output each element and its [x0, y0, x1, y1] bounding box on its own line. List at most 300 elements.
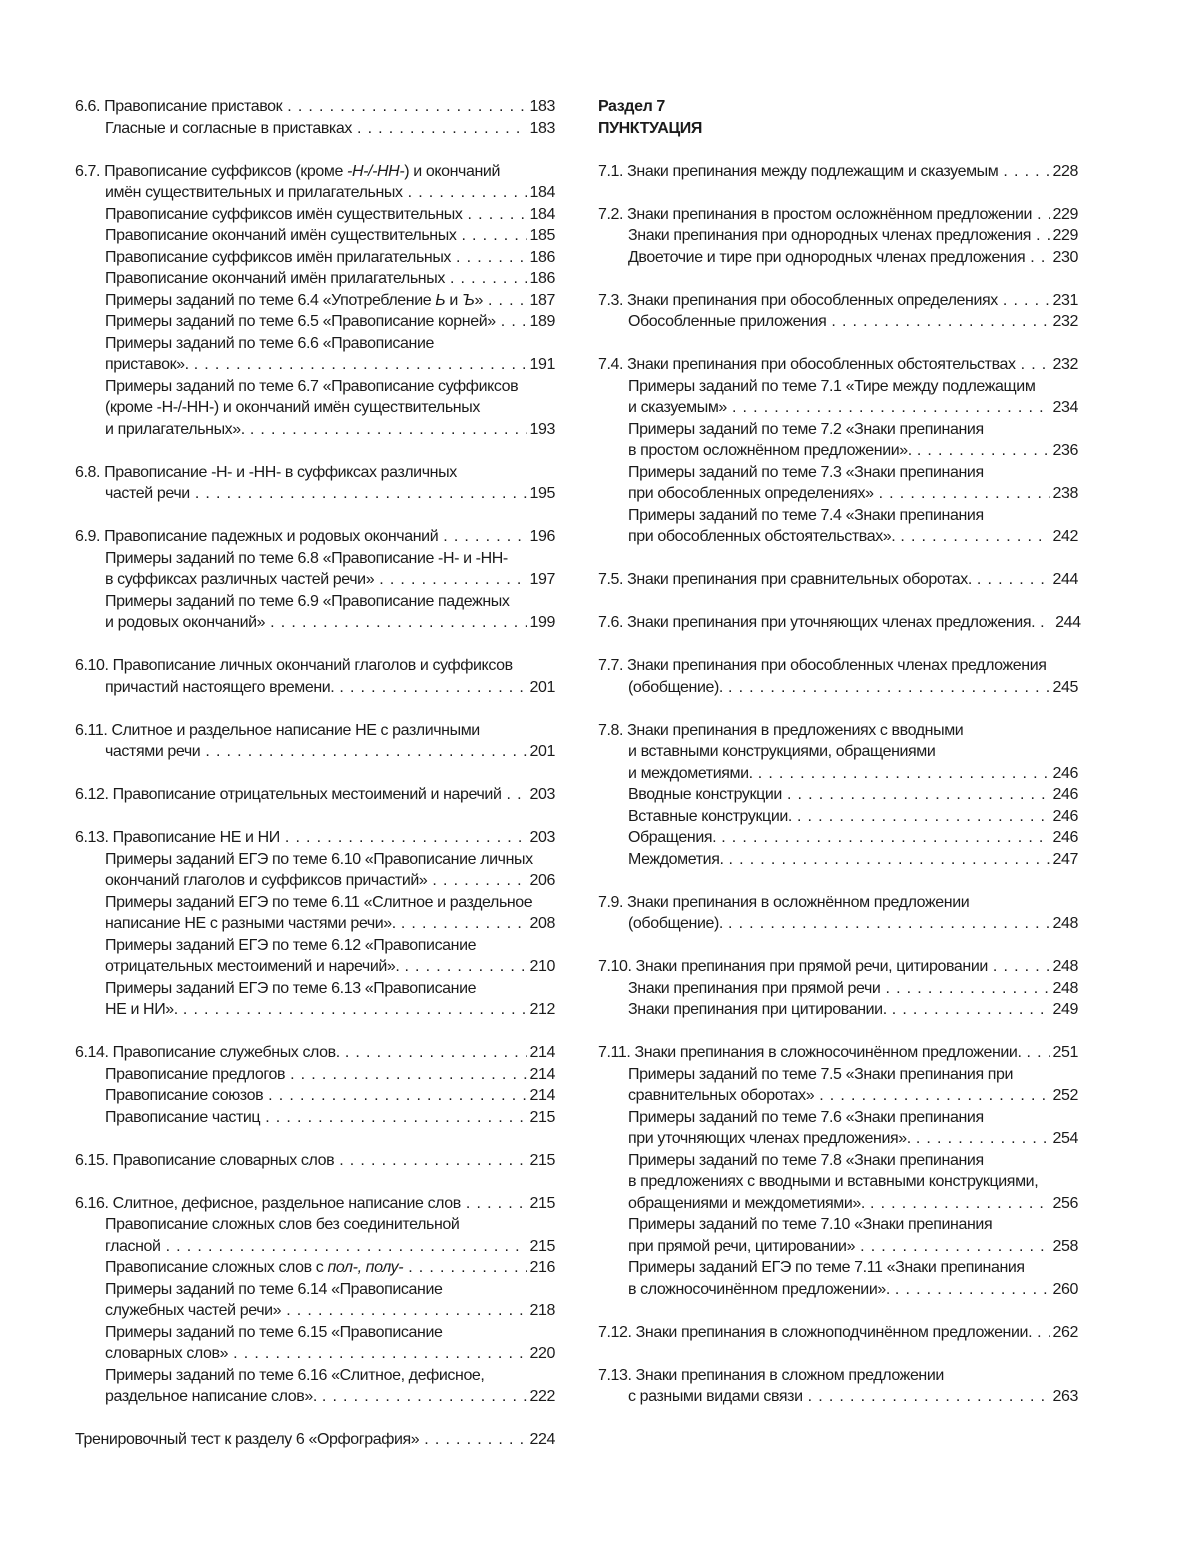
dot-leader [1003, 161, 1049, 183]
toc-line-text [598, 1322, 1032, 1344]
toc-line-text [75, 1193, 461, 1215]
toc-line [628, 1150, 1078, 1172]
dot-leader [432, 870, 526, 892]
toc-line [628, 397, 1078, 419]
toc-line-text [105, 741, 200, 763]
page-number: 215 [529, 1108, 555, 1126]
text: Примеры заданий по теме 6.8 «Правописание -Н- и -НН- [105, 549, 508, 567]
toc-line [105, 268, 555, 290]
italic-text: Ъ [461, 291, 475, 309]
dot-leader [1040, 612, 1052, 634]
toc-entry [598, 655, 1078, 698]
text: 6.15. Правописание словарных слов [75, 1151, 335, 1169]
toc-line [75, 462, 555, 484]
page-number: 244 [1055, 614, 1081, 631]
text: » [474, 291, 483, 309]
toc-line-text [105, 204, 463, 226]
toc-line [105, 1343, 555, 1365]
text: при уточняющих членах предложения». [628, 1130, 911, 1147]
toc-line [75, 1042, 555, 1064]
text: Знаки препинания при прямой речи [628, 979, 881, 997]
page-number: 201 [529, 678, 555, 696]
toc-line-text [105, 1300, 281, 1322]
toc-entry [75, 655, 555, 698]
text: Примеры заданий ЕГЭ по теме 6.11 «Слитное и раздельное [105, 893, 533, 911]
toc-line [105, 612, 555, 634]
toc-group [598, 1042, 1078, 1300]
toc-subentry [75, 1279, 555, 1322]
toc-line-text [105, 483, 190, 505]
toc-entry [598, 290, 1078, 312]
text: Примеры заданий ЕГЭ по теме 6.10 «Правописание личных [105, 850, 533, 868]
page-number: 214 [529, 1087, 555, 1104]
dot-leader [885, 978, 1049, 1000]
dot-leader [1037, 204, 1049, 226]
toc-line [598, 612, 1081, 634]
text: Примеры заданий по теме 6.9 «Правописание падежных [105, 592, 510, 610]
page-number: 249 [1052, 1001, 1078, 1018]
dot-leader [1021, 354, 1050, 376]
toc-line-text [628, 225, 1031, 247]
page-number: 186 [529, 248, 555, 266]
text: (обобщение). [628, 915, 723, 932]
toc-line-text [628, 849, 724, 871]
toc-line [598, 892, 1078, 914]
page-number: 245 [1052, 678, 1078, 696]
toc-group [75, 526, 555, 634]
toc-line-text [105, 268, 445, 290]
toc-subentry [75, 935, 555, 978]
page-number: 214 [529, 1044, 555, 1061]
toc-group [598, 161, 1078, 183]
toc-line-text [105, 612, 265, 634]
toc-group [598, 892, 1078, 935]
toc-line [105, 1365, 555, 1387]
page-number: 238 [1052, 485, 1078, 502]
dot-leader [501, 311, 527, 333]
toc-subentry [75, 376, 555, 441]
dot-leader [916, 1128, 1050, 1150]
toc-line [598, 354, 1078, 376]
toc-line-text [105, 1236, 161, 1258]
toc-line [105, 376, 555, 398]
toc-line-text [105, 354, 189, 376]
toc-line [628, 1171, 1078, 1193]
toc-line-text [628, 1236, 855, 1258]
toc-line-text [105, 118, 352, 140]
dot-leader [895, 1279, 1050, 1301]
toc-line [105, 182, 555, 204]
toc-line [105, 548, 555, 570]
page-number: 232 [1052, 356, 1078, 373]
toc-entry [75, 161, 555, 204]
toc-line [598, 655, 1078, 677]
text: Правописание союзов [105, 1087, 264, 1104]
toc-line [105, 999, 555, 1021]
toc-line [105, 677, 555, 699]
toc-line [598, 161, 1078, 183]
toc-line [75, 96, 555, 118]
page-number: 246 [1052, 829, 1078, 846]
toc-line [105, 978, 555, 1000]
text: Знаки препинания при однородных членах предложения [628, 227, 1032, 244]
toc-subentry [75, 849, 555, 892]
text: Примеры заданий по теме 6.7 «Правописание суффиксов [105, 377, 519, 395]
text: окончаний глаголов и суффиксов причастий» [105, 872, 428, 889]
toc-line-text [105, 677, 334, 699]
text: и прилагательных». [105, 420, 245, 438]
toc-line [75, 655, 555, 677]
text: 7.1. Знаки препинания между подлежащим и сказуемым [598, 162, 999, 180]
text: в простом осложнённом предложении». [628, 442, 912, 459]
toc-subentry [75, 247, 555, 269]
toc-subentry [75, 333, 555, 376]
toc-subentry [75, 548, 555, 591]
toc-entry [598, 204, 1078, 226]
page-number: 183 [529, 119, 555, 137]
toc-line-text [105, 290, 483, 312]
page-number: 248 [1052, 958, 1078, 975]
toc-line [105, 935, 555, 957]
toc-subentry [598, 1107, 1078, 1150]
page-number: 184 [529, 205, 555, 223]
toc-line-text [628, 311, 826, 333]
toc-subentry [75, 290, 555, 312]
text: имён существительных и прилагательных [105, 184, 403, 201]
toc-line-text [105, 225, 456, 247]
toc-group [598, 956, 1078, 1021]
text: словарных слов» [105, 1345, 229, 1362]
text: гласной [105, 1237, 161, 1255]
text: Примеры заданий по теме 7.6 «Знаки препинания [628, 1108, 984, 1126]
toc-subentry [75, 1085, 555, 1107]
toc-line [628, 827, 1078, 849]
text: Правописание сложных слов с [105, 1259, 328, 1276]
page-number: 195 [529, 485, 555, 502]
dot-leader [322, 1386, 527, 1408]
dot-leader [468, 204, 527, 226]
text: Междометия. [628, 850, 724, 868]
dot-leader [917, 440, 1050, 462]
toc-line-text [598, 1042, 1022, 1064]
toc-line-text [105, 1085, 263, 1107]
toc-line [598, 1322, 1078, 1344]
toc-line-text [105, 419, 245, 441]
page-number: 206 [529, 872, 555, 889]
text: Примеры заданий по теме 7.8 «Знаки препинания [628, 1151, 984, 1169]
toc-line [75, 161, 555, 183]
toc-group [598, 290, 1078, 333]
page-number: 199 [529, 614, 555, 631]
text: в суффиксах различных частей речи» [105, 571, 375, 588]
toc-line-text [598, 569, 972, 591]
toc-line [105, 892, 555, 914]
toc-subentry [598, 978, 1078, 1000]
toc-line [598, 720, 1078, 742]
toc-entry [598, 1042, 1078, 1064]
dot-leader [892, 999, 1050, 1021]
toc-line-text [598, 290, 998, 312]
toc-line-text [105, 1257, 403, 1279]
toc-line-text [105, 311, 496, 333]
toc-group [75, 1429, 555, 1451]
text: Правописание частиц [105, 1108, 261, 1126]
toc-line [105, 1279, 555, 1301]
text: в сложносочинённом предложении». [628, 1280, 890, 1298]
toc-line [598, 1365, 1078, 1387]
toc-line [628, 741, 1078, 763]
toc-line [598, 956, 1078, 978]
text: 6.16. Слитное, дефисное, раздельное написание слов [75, 1194, 461, 1212]
text: ) и окончаний [404, 162, 500, 180]
dot-leader [993, 956, 1050, 978]
toc-line [628, 913, 1078, 935]
page-number: 203 [529, 786, 555, 803]
toc-line [628, 440, 1078, 462]
dot-leader [721, 827, 1049, 849]
toc-group [75, 96, 555, 139]
toc-subentry [75, 1214, 555, 1257]
toc-line [628, 1193, 1078, 1215]
toc-line [105, 1107, 555, 1129]
dot-leader [787, 784, 1050, 806]
toc-group [598, 569, 1078, 591]
toc-line-text [598, 204, 1032, 226]
toc-subentry [598, 505, 1078, 548]
text: приставок». [105, 356, 189, 373]
dot-leader [443, 526, 526, 548]
toc-line [75, 1429, 555, 1451]
toc-line-text [105, 569, 374, 591]
toc-line [628, 462, 1078, 484]
toc-line [628, 483, 1078, 505]
text: 6.12. Правописание отрицательных местоимений и наречий [75, 786, 502, 803]
text: (кроме -Н-/-НН-) и окончаний имён существительных [105, 399, 480, 416]
text: при обособленных обстоятельствах». [628, 528, 896, 545]
toc-line [105, 1322, 555, 1344]
toc-line [105, 741, 555, 763]
toc-entry [598, 720, 1078, 785]
toc-entry [598, 1322, 1078, 1344]
dot-leader [408, 182, 527, 204]
text: Примеры заданий по теме 7.5 «Знаки препинания при [628, 1065, 1014, 1083]
page-number: 258 [1052, 1237, 1078, 1255]
toc-entry [598, 612, 1081, 634]
toc-entry [75, 1042, 555, 1064]
text: написание НЕ с разными частями речи». [105, 915, 396, 932]
dot-leader [357, 118, 527, 140]
toc-subentry [598, 462, 1078, 505]
text: 7.11. Знаки препинания в сложносочинённом предложении. [598, 1044, 1022, 1061]
dot-leader [379, 569, 526, 591]
page-number: 247 [1052, 850, 1078, 868]
toc-line-text [105, 247, 451, 269]
toc-line [628, 1257, 1078, 1279]
text: 7.13. Знаки препинания в сложном предложении [598, 1366, 944, 1384]
toc-subentry [598, 376, 1078, 419]
page-number: 246 [1052, 807, 1078, 825]
text: 6.9. Правописание падежных и родовых окончаний [75, 528, 439, 545]
toc-line [598, 1042, 1078, 1064]
toc-line [75, 720, 555, 742]
section-heading-title: ПУНКТУАЦИЯ [598, 119, 702, 137]
toc-subentry [598, 1257, 1078, 1300]
toc-line-text [628, 526, 895, 548]
toc-line-text [628, 483, 874, 505]
toc-line-text [75, 1429, 419, 1451]
page-number: 262 [1052, 1323, 1078, 1341]
dot-leader [870, 1193, 1050, 1215]
text: Примеры заданий по теме 7.1 «Тире между подлежащим [628, 377, 1036, 395]
toc-line [628, 505, 1078, 527]
toc-subentry [75, 591, 555, 634]
toc-entry [75, 1150, 555, 1172]
text: причастий настоящего времени. [105, 678, 335, 696]
toc-line [75, 784, 555, 806]
dot-leader [860, 1236, 1049, 1258]
toc-line [628, 1085, 1078, 1107]
text: 6.8. Правописание -Н- и -НН- в суффиксах различных [75, 463, 457, 481]
toc-line [105, 913, 555, 935]
toc-subentry [75, 311, 555, 333]
page-number: 203 [529, 829, 555, 846]
page-number: 248 [1052, 915, 1078, 932]
toc-line [628, 1064, 1078, 1086]
toc-line-text [628, 440, 912, 462]
toc-line [628, 1386, 1078, 1408]
toc-group [598, 1365, 1078, 1408]
toc-line-text [628, 397, 727, 419]
text: Примеры заданий по теме 7.4 «Знаки препинания [628, 506, 984, 524]
text: 7.12. Знаки препинания в сложноподчинённом предложении. [598, 1323, 1033, 1341]
dot-leader [166, 1236, 527, 1258]
page-number: 224 [529, 1431, 555, 1448]
dot-leader [194, 354, 527, 376]
text: Примеры заданий по теме 7.10 «Знаки препинания [628, 1216, 993, 1233]
dot-leader [290, 1064, 526, 1086]
toc-line [628, 1214, 1078, 1236]
toc-line [75, 1193, 555, 1215]
dot-leader [265, 1107, 526, 1129]
toc-line-text [628, 913, 723, 935]
text: Знаки препинания при цитировании. [628, 1001, 887, 1018]
toc-line [105, 956, 555, 978]
toc-line-text [628, 677, 723, 699]
text: 6.11. Слитное и раздельное написание НЕ с различными [75, 721, 480, 739]
toc-subentry [75, 1365, 555, 1408]
toc-entry [598, 354, 1078, 376]
text: Правописание окончаний имён существительных [105, 227, 457, 244]
toc-group [75, 1150, 555, 1172]
text: и сказуемым» [628, 399, 727, 416]
dot-leader [195, 483, 527, 505]
dot-leader [758, 763, 1050, 785]
page-number: 215 [529, 1237, 555, 1255]
text: Правописание предлогов [105, 1065, 286, 1083]
page-number: 231 [1052, 291, 1078, 309]
toc-line-text [75, 827, 280, 849]
dot-leader [466, 1193, 527, 1215]
toc-subentry [75, 1257, 555, 1279]
toc-line [628, 784, 1078, 806]
toc-entry [598, 1365, 1078, 1408]
toc-line-text [628, 1386, 803, 1408]
text: 7.6. Знаки препинания при уточняющих членах предложения. [598, 614, 1036, 631]
text: Правописание суффиксов имён существительных [105, 205, 463, 223]
text: Примеры заданий по теме 7.3 «Знаки препинания [628, 463, 984, 481]
page-number: 212 [529, 1001, 555, 1018]
toc-group [598, 204, 1078, 269]
page-number: 230 [1052, 248, 1078, 266]
page-number: 186 [529, 270, 555, 287]
toc-line-text [628, 806, 792, 828]
text: Примеры заданий по теме 6.5 «Правописание корней» [105, 313, 496, 330]
toc-subentry [598, 827, 1078, 849]
toc-line-text [598, 956, 988, 978]
toc-line [105, 311, 555, 333]
page-number: 184 [529, 184, 555, 201]
toc-line [628, 1107, 1078, 1129]
toc-line-text [75, 784, 502, 806]
toc-line-text [75, 1042, 340, 1064]
toc-line-text [105, 870, 427, 892]
text: Правописание сложных слов без соединительной [105, 1216, 460, 1233]
toc-line [105, 1300, 555, 1322]
page-number: 191 [529, 356, 555, 373]
dot-leader [488, 290, 527, 312]
toc-line [628, 999, 1078, 1021]
page-number: 246 [1052, 786, 1078, 803]
toc-group [75, 462, 555, 505]
text: частями речи [105, 743, 201, 760]
page-number: 215 [529, 1151, 555, 1169]
dot-leader [250, 419, 527, 441]
toc-line [105, 118, 555, 140]
page-number: 229 [1052, 227, 1078, 244]
text: и [445, 291, 462, 309]
text: 7.9. Знаки препинания в осложнённом предложении [598, 893, 970, 911]
toc-line [105, 397, 555, 419]
toc-column-right [598, 96, 1081, 1451]
toc-line [105, 1085, 555, 1107]
page-number: 197 [529, 571, 555, 588]
toc-group [75, 720, 555, 763]
text: 7.10. Знаки препинания при прямой речи, цитировании [598, 958, 988, 975]
text: Правописание суффиксов имён прилагательных [105, 248, 452, 266]
toc-line [628, 849, 1078, 871]
section-heading-number: Раздел 7 [598, 98, 665, 115]
text: служебных частей речи» [105, 1302, 282, 1319]
text: 7.2. Знаки препинания в простом осложнённом предложении [598, 205, 1033, 223]
page-number: 185 [529, 227, 555, 244]
dot-leader [1036, 225, 1049, 247]
toc-line [105, 1214, 555, 1236]
toc-line-text [628, 784, 782, 806]
page-number: 220 [529, 1345, 555, 1362]
text: Примеры заданий по теме 6.4 «Употребление [105, 291, 436, 309]
dot-leader [728, 677, 1050, 699]
text: Примеры заданий по теме 6.15 «Правописание [105, 1323, 443, 1341]
toc-line-text [628, 763, 753, 785]
text: с разными видами связи [628, 1388, 803, 1405]
dot-leader [900, 526, 1049, 548]
toc-subentry [75, 1322, 555, 1365]
dot-leader [424, 1429, 526, 1451]
toc-line-text [628, 247, 1025, 269]
text: НЕ и НИ». [105, 1001, 178, 1018]
toc-group [75, 1042, 555, 1128]
dot-leader [401, 913, 527, 935]
